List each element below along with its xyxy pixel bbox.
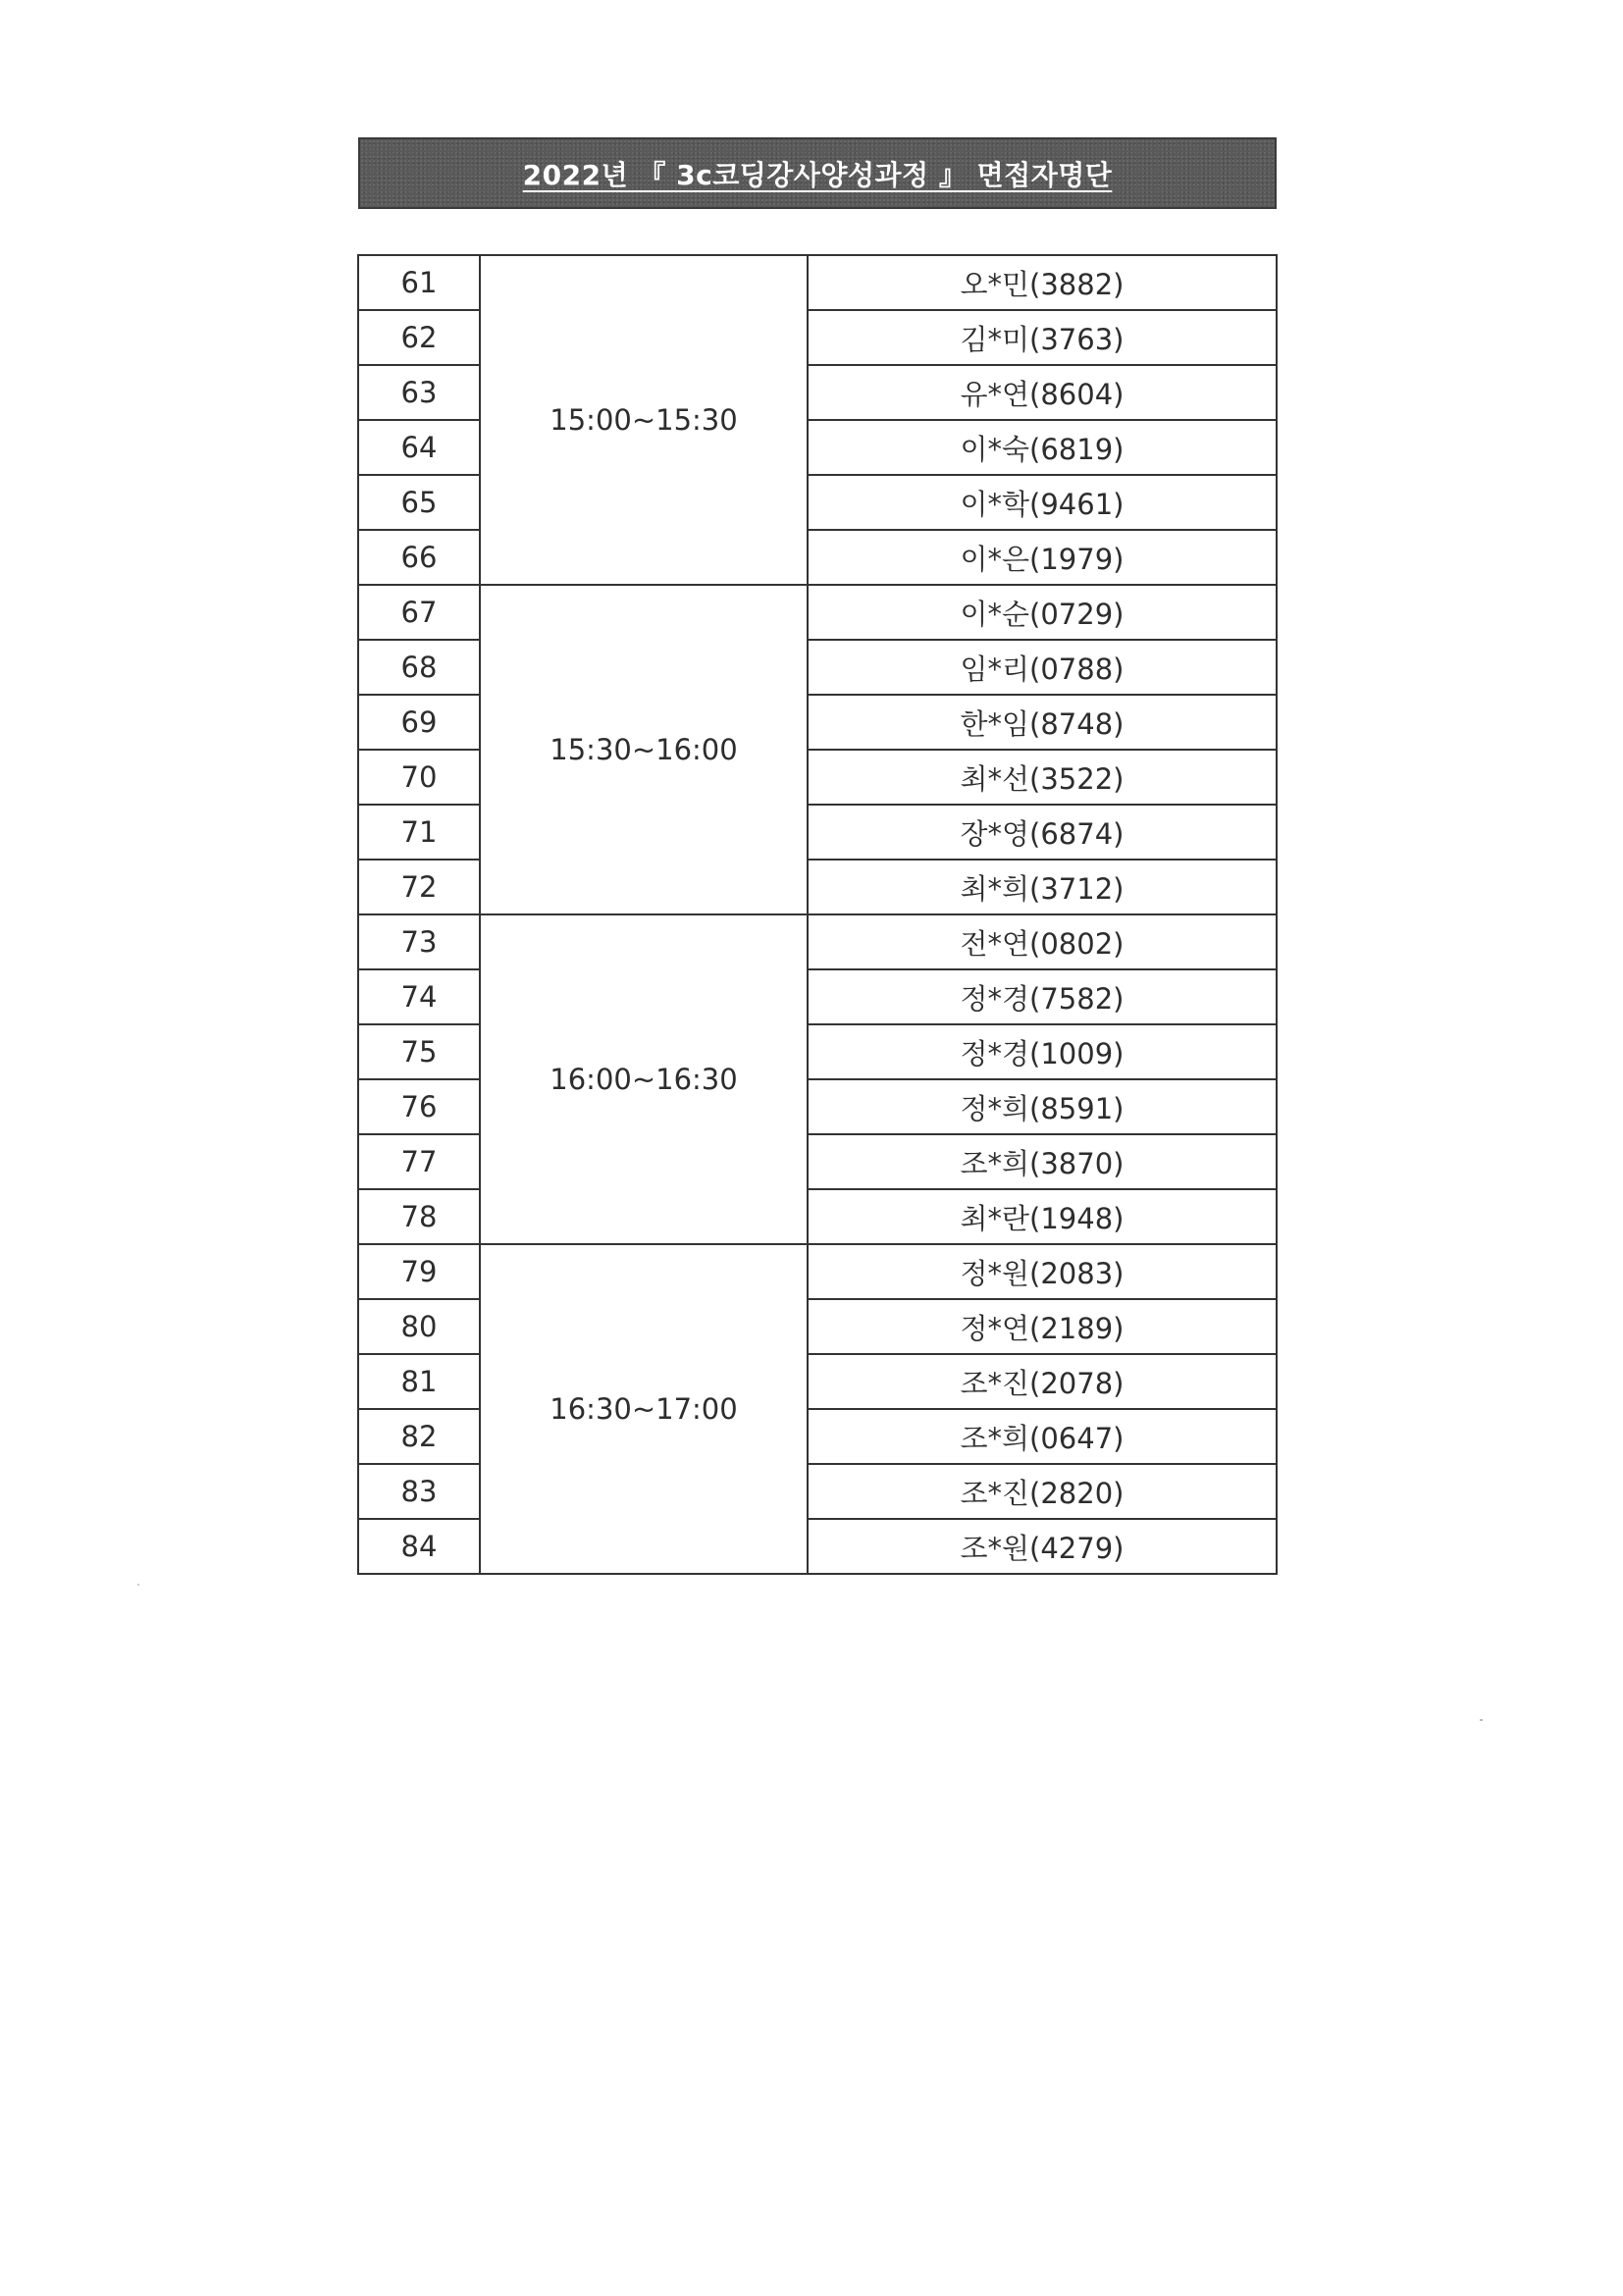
table-row (358, 585, 1277, 640)
interviewee-name: 장*영(6874) (808, 805, 1277, 860)
interviewee-number: 80 (358, 1299, 480, 1354)
interviewee-name: 조*희(3870) (808, 1134, 1277, 1189)
page-title: 2022년 『 3c코딩강사양성과정 』 면접자명단 (522, 158, 1113, 191)
interviewee-name: 이*은(1979) (808, 530, 1277, 585)
interviewee-number: 75 (358, 1024, 480, 1079)
interviewee-number: 81 (358, 1354, 480, 1409)
interviewee-name: 최*희(3712) (808, 860, 1277, 914)
interviewee-name: 조*희(0647) (808, 1409, 1277, 1464)
interviewee-number: 79 (358, 1244, 480, 1299)
interviewee-name: 김*미(3763) (808, 310, 1277, 365)
table-row (358, 914, 1277, 969)
interviewee-name: 유*연(8604) (808, 365, 1277, 420)
interviewee-name: 조*원(4279) (808, 1519, 1277, 1574)
table-row (358, 255, 1277, 310)
table-row (358, 1244, 1277, 1299)
interviewee-name: 오*민(3882) (808, 255, 1277, 310)
interviewee-name: 최*란(1948) (808, 1189, 1277, 1244)
title-banner (358, 137, 1277, 209)
interviewee-number: 72 (358, 860, 480, 914)
interviewee-name: 정*원(2083) (808, 1244, 1277, 1299)
interviewee-number: 82 (358, 1409, 480, 1464)
interviewee-number: 67 (358, 585, 480, 640)
interviewee-name: 이*숙(6819) (808, 420, 1277, 475)
interviewee-name: 최*선(3522) (808, 750, 1277, 805)
interviewee-number: 63 (358, 365, 480, 420)
interviewee-name: 조*진(2078) (808, 1354, 1277, 1409)
interviewee-name: 이*순(0729) (808, 585, 1277, 640)
interviewee-number: 66 (358, 530, 480, 585)
interviewee-number: 84 (358, 1519, 480, 1574)
interviewee-number: 74 (358, 969, 480, 1024)
interviewee-number: 64 (358, 420, 480, 475)
scan-speck (137, 1584, 139, 1586)
interviewee-name: 한*임(8748) (808, 695, 1277, 750)
interviewee-table-body (358, 255, 1277, 1574)
interviewee-name: 정*경(7582) (808, 969, 1277, 1024)
interviewee-number: 70 (358, 750, 480, 805)
interviewee-number: 71 (358, 805, 480, 860)
interviewee-name: 임*리(0788) (808, 640, 1277, 695)
interviewee-name: 조*진(2820) (808, 1464, 1277, 1519)
interviewee-number: 65 (358, 475, 480, 530)
interviewee-name: 전*연(0802) (808, 914, 1277, 969)
interviewee-name: 정*희(8591) (808, 1079, 1277, 1134)
interviewee-name: 정*연(2189) (808, 1299, 1277, 1354)
interviewee-name: 정*경(1009) (808, 1024, 1277, 1079)
interviewee-number: 68 (358, 640, 480, 695)
interviewee-number: 78 (358, 1189, 480, 1244)
interviewee-number: 83 (358, 1464, 480, 1519)
time-slot: 15:30~16:00 (480, 585, 808, 914)
interviewee-number: 62 (358, 310, 480, 365)
scan-speck (1480, 1719, 1483, 1721)
time-slot: 16:30~17:00 (480, 1244, 808, 1574)
time-slot: 15:00~15:30 (480, 255, 808, 585)
interviewee-number: 69 (358, 695, 480, 750)
interviewee-number: 76 (358, 1079, 480, 1134)
interviewee-name: 이*학(9461) (808, 475, 1277, 530)
interviewee-number: 73 (358, 914, 480, 969)
interviewee-number: 77 (358, 1134, 480, 1189)
interviewee-table (357, 254, 1278, 1575)
interviewee-number: 61 (358, 255, 480, 310)
time-slot: 16:00~16:30 (480, 914, 808, 1244)
